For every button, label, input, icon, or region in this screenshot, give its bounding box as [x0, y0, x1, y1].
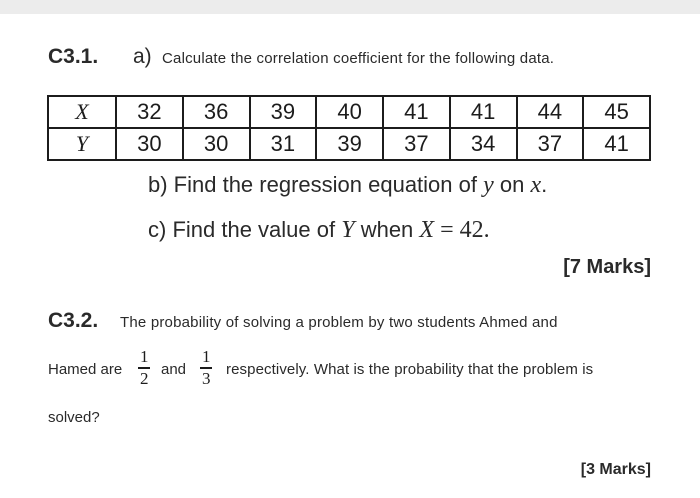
marks-label-c3-2: [3 Marks] — [580, 461, 651, 478]
question-number-c3-2: C3.2. — [48, 309, 99, 332]
fraction-numerator: 1 — [140, 347, 149, 366]
table-cell-x-4: 40 — [316, 96, 383, 128]
table-cell-x-6: 41 — [450, 96, 517, 128]
part-a-text: Calculate the correlation coefficient for the following data. — [162, 50, 555, 67]
question2-respectively: respectively. What is the probability that the problem is — [226, 361, 594, 378]
part-b-text — [148, 172, 547, 199]
top-gray-bar — [0, 0, 700, 14]
table-cell-y-label: Y — [48, 128, 116, 160]
math-var-x: x — [530, 172, 542, 198]
math-var-Y: Y — [341, 217, 355, 243]
table-cell-y-4: 39 — [316, 128, 383, 160]
part-a-letter: a) — [133, 45, 152, 68]
table-cell-y-7: 37 — [517, 128, 584, 160]
table-cell-y-8: 41 — [583, 128, 650, 160]
part-b-middle: on — [493, 172, 531, 197]
fraction-one-half — [138, 348, 151, 387]
fraction-one-third — [200, 348, 213, 387]
table-cell-y-2: 30 — [183, 128, 250, 160]
table-row-x — [48, 96, 650, 128]
fraction-denominator: 2 — [140, 368, 149, 388]
question2-hamed-are: Hamed are — [48, 361, 123, 378]
part-c-prefix: c) Find the value of — [148, 217, 342, 242]
math-equals: = — [434, 217, 460, 243]
table-cell-x-3: 39 — [250, 96, 317, 128]
math-var-X: X — [419, 217, 435, 243]
marks-label-c3-1: [7 Marks] — [563, 256, 651, 278]
math-var-y: y — [483, 172, 494, 198]
table-cell-y-1: 30 — [116, 128, 183, 160]
table-cell-x-1: 32 — [116, 96, 183, 128]
table-cell-y-6: 34 — [450, 128, 517, 160]
question2-solved: solved? — [48, 409, 100, 426]
part-b-prefix: b) Find the regression equation of — [148, 172, 484, 197]
fraction-numerator: 1 — [202, 347, 211, 366]
table-cell-x-2: 36 — [183, 96, 250, 128]
part-c-text — [148, 217, 490, 244]
part-c-middle: when — [354, 217, 420, 242]
table-cell-y-5: 37 — [383, 128, 450, 160]
question2-and: and — [161, 361, 187, 378]
table-cell-y-3: 31 — [250, 128, 317, 160]
question-number-c3-1: C3.1. — [48, 45, 99, 68]
table-row-y — [48, 128, 650, 160]
table-cell-x-label: X — [48, 96, 116, 128]
table-cell-x-5: 41 — [383, 96, 450, 128]
fraction-denominator: 3 — [202, 368, 211, 388]
part-b-suffix: . — [541, 172, 548, 197]
table-cell-x-7: 44 — [517, 96, 584, 128]
math-value-42: 42. — [459, 217, 490, 243]
question2-line1: The probability of solving a problem by two students Ahmed and — [120, 314, 558, 331]
table-cell-x-8: 45 — [583, 96, 650, 128]
data-table — [47, 95, 651, 161]
